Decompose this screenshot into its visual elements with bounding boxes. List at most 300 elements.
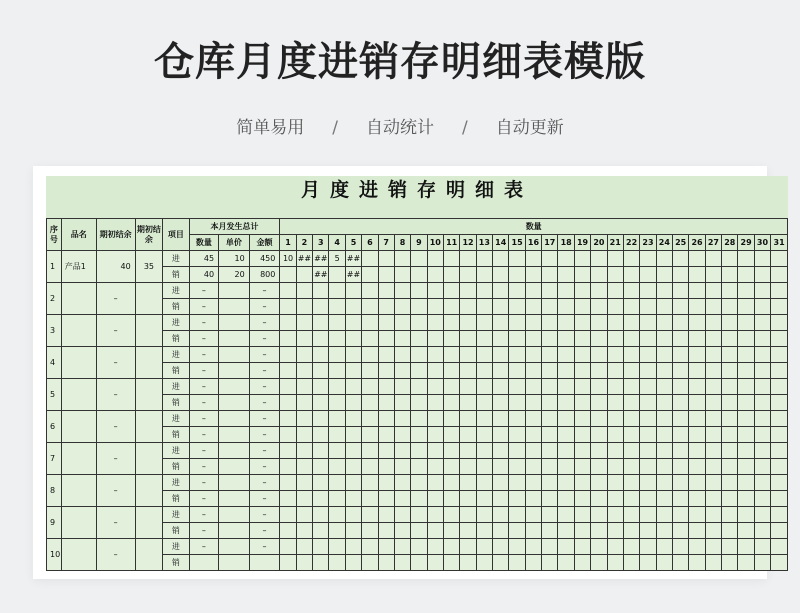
row-day-cell (443, 283, 459, 299)
row-day-cell (329, 507, 345, 523)
row-day-cell (673, 523, 689, 539)
row-day-cell (329, 475, 345, 491)
row-day-cell (394, 283, 410, 299)
row-day-cell (689, 491, 705, 507)
table-row (47, 475, 788, 491)
row-day-cell (607, 267, 623, 283)
row-day-cell (689, 331, 705, 347)
row-day-cell (591, 491, 607, 507)
row-day-cell (705, 523, 721, 539)
row-day-cell (411, 267, 427, 283)
row-day-cell (476, 315, 492, 331)
row-day-cell (623, 491, 639, 507)
row-day-cell (607, 331, 623, 347)
row-day-cell (411, 459, 427, 475)
row-day-cell (771, 475, 788, 491)
row-day-cell (542, 555, 558, 571)
row-opening-balance: – (96, 283, 135, 315)
row-day-cell (558, 523, 574, 539)
row-day-cell (607, 347, 623, 363)
row-day-cell (362, 315, 378, 331)
row-day-cell (574, 267, 590, 283)
row-day-cell (558, 283, 574, 299)
row-price (219, 491, 250, 507)
row-day-cell (280, 315, 296, 331)
row-day-cell (443, 379, 459, 395)
row-day-cell (443, 363, 459, 379)
header-name: 品名 (61, 219, 96, 251)
row-day-cell (705, 459, 721, 475)
row-day-cell (754, 539, 770, 555)
row-day-cell (722, 411, 738, 427)
row-day-cell (509, 427, 525, 443)
row-day-cell (296, 379, 312, 395)
feature-easy: 简单易用 (236, 118, 305, 138)
row-day-cell (493, 363, 509, 379)
row-day-cell (427, 427, 443, 443)
row-day-cell (673, 507, 689, 523)
row-day-cell (345, 523, 361, 539)
row-day-cell (378, 299, 394, 315)
row-day-cell (705, 251, 721, 267)
row-day-cell (313, 411, 329, 427)
row-day-cell (296, 555, 312, 571)
row-day-cell (345, 363, 361, 379)
row-day-cell (476, 347, 492, 363)
row-day-cell (443, 299, 459, 315)
row-day-cell (673, 379, 689, 395)
row-day-cell (394, 491, 410, 507)
row-item-type: 进 (163, 315, 189, 331)
row-day-cell (738, 251, 754, 267)
row-day-cell (280, 331, 296, 347)
row-day-cell (476, 523, 492, 539)
row-day-cell (476, 283, 492, 299)
row-day-cell (705, 379, 721, 395)
row-day-cell (493, 251, 509, 267)
row-day-cell (705, 427, 721, 443)
header-day: 15 (509, 235, 525, 251)
row-day-cell (509, 523, 525, 539)
row-day-cell (574, 427, 590, 443)
row-day-cell (394, 427, 410, 443)
row-day-cell (558, 555, 574, 571)
row-day-cell (280, 523, 296, 539)
row-qty: – (189, 379, 219, 395)
row-day-cell (623, 331, 639, 347)
header-item: 项目 (163, 219, 189, 251)
row-day-cell (362, 507, 378, 523)
row-day-cell (640, 283, 656, 299)
row-item-type: 进 (163, 539, 189, 555)
header-day: 10 (427, 235, 443, 251)
row-day-cell (574, 443, 590, 459)
header-month-total: 本月发生总计 (189, 219, 280, 235)
row-day-cell (493, 475, 509, 491)
page-title: 仓库月度进销存明细表模版 (154, 39, 646, 85)
row-day-cell (378, 475, 394, 491)
row-day-cell (460, 411, 476, 427)
row-day-cell (443, 555, 459, 571)
row-day-cell (656, 331, 672, 347)
table-row (47, 411, 788, 427)
row-seq: 7 (47, 443, 62, 475)
row-day-cell (509, 267, 525, 283)
row-day-cell (754, 331, 770, 347)
row-day-cell (542, 539, 558, 555)
header-day: 7 (378, 235, 394, 251)
row-day-cell (722, 331, 738, 347)
row-item-type: 销 (163, 427, 189, 443)
row-day-cell (558, 379, 574, 395)
row-day-cell (689, 379, 705, 395)
row-seq: 5 (47, 379, 62, 411)
row-day-cell (542, 491, 558, 507)
row-day-cell (705, 363, 721, 379)
row-day-cell (525, 251, 541, 267)
row-day-cell (738, 411, 754, 427)
row-day-cell (460, 283, 476, 299)
row-day-cell (411, 523, 427, 539)
row-day-cell (623, 523, 639, 539)
table-row (47, 251, 788, 267)
row-day-cell (280, 427, 296, 443)
row-day-cell (640, 539, 656, 555)
row-day-cell (623, 299, 639, 315)
row-item-type: 销 (163, 267, 189, 283)
row-day-cell (362, 395, 378, 411)
row-day-cell (411, 427, 427, 443)
row-day-cell (362, 459, 378, 475)
row-day-cell (460, 507, 476, 523)
row-qty: – (189, 443, 219, 459)
row-day-cell (525, 427, 541, 443)
row-day-cell (738, 459, 754, 475)
row-day-cell (754, 315, 770, 331)
row-day-cell (427, 411, 443, 427)
row-day-cell (378, 523, 394, 539)
row-day-cell (738, 539, 754, 555)
row-price (219, 299, 250, 315)
row-amount: – (249, 459, 280, 475)
row-day-cell (771, 443, 788, 459)
header-day: 4 (329, 235, 345, 251)
row-day-cell (329, 523, 345, 539)
row-day-cell (574, 459, 590, 475)
row-day-cell (509, 459, 525, 475)
row-day-cell (754, 443, 770, 459)
table-row (47, 315, 788, 331)
row-day-cell (591, 475, 607, 491)
row-day-cell (296, 331, 312, 347)
row-day-cell (476, 475, 492, 491)
row-day-cell (296, 443, 312, 459)
row-day-cell (394, 363, 410, 379)
row-day-cell (591, 331, 607, 347)
row-day-cell (574, 251, 590, 267)
header-closing: 期初结余 (135, 219, 162, 251)
row-day-cell (394, 523, 410, 539)
row-day-cell (738, 347, 754, 363)
row-closing-balance (135, 507, 162, 539)
row-day-cell (362, 379, 378, 395)
row-day-cell (722, 283, 738, 299)
row-day-cell (296, 523, 312, 539)
header-day: 12 (460, 235, 476, 251)
row-day-cell (280, 555, 296, 571)
row-day-cell (754, 459, 770, 475)
row-amount: – (249, 539, 280, 555)
row-day-cell (427, 347, 443, 363)
row-day-cell (280, 475, 296, 491)
row-day-cell (771, 427, 788, 443)
row-day-cell (460, 555, 476, 571)
row-qty: – (189, 363, 219, 379)
row-day-cell (542, 283, 558, 299)
row-day-cell (574, 379, 590, 395)
row-day-cell (280, 379, 296, 395)
row-day-cell (623, 379, 639, 395)
row-day-cell (362, 555, 378, 571)
row-day-cell (738, 379, 754, 395)
row-day-cell (313, 539, 329, 555)
row-day-cell (345, 411, 361, 427)
row-day-cell (525, 491, 541, 507)
row-day-cell (558, 411, 574, 427)
row-day-cell (574, 299, 590, 315)
header-day: 19 (574, 235, 590, 251)
row-day-cell (542, 475, 558, 491)
row-day-cell (313, 555, 329, 571)
row-item-type: 进 (163, 507, 189, 523)
row-day-cell (411, 283, 427, 299)
row-day-cell (689, 315, 705, 331)
header-day: 17 (542, 235, 558, 251)
row-day-cell (313, 363, 329, 379)
row-day-cell (738, 395, 754, 411)
row-product-name: 产品1 (61, 251, 96, 283)
row-day-cell (443, 507, 459, 523)
row-day-cell (476, 251, 492, 267)
row-day-cell (558, 539, 574, 555)
row-day-cell (623, 539, 639, 555)
row-day-cell (722, 459, 738, 475)
row-day-cell (362, 523, 378, 539)
row-day-cell (345, 555, 361, 571)
header-day: 21 (607, 235, 623, 251)
row-day-cell (460, 331, 476, 347)
row-day-cell (476, 459, 492, 475)
row-day-cell (313, 427, 329, 443)
row-day-cell (460, 299, 476, 315)
row-product-name (61, 411, 96, 443)
row-day-cell (280, 395, 296, 411)
row-day-cell (623, 427, 639, 443)
row-day-cell (623, 395, 639, 411)
row-day-cell (738, 475, 754, 491)
row-closing-balance (135, 379, 162, 411)
row-day-cell (640, 331, 656, 347)
row-day-cell (673, 283, 689, 299)
row-day-cell (493, 283, 509, 299)
row-price: 10 (219, 251, 250, 267)
row-item-type: 进 (163, 283, 189, 299)
row-price (219, 283, 250, 299)
row-day-cell (607, 427, 623, 443)
row-day-cell (771, 555, 788, 571)
row-day-cell (656, 427, 672, 443)
row-day-cell (542, 427, 558, 443)
row-amount: – (249, 395, 280, 411)
row-day-cell (362, 475, 378, 491)
header-day: 25 (673, 235, 689, 251)
row-amount: – (249, 411, 280, 427)
row-day-cell (738, 507, 754, 523)
row-day-cell (345, 347, 361, 363)
row-day-cell (329, 411, 345, 427)
row-day-cell (313, 523, 329, 539)
row-day-cell (591, 539, 607, 555)
row-day-cell (558, 363, 574, 379)
row-day-cell (705, 315, 721, 331)
row-qty (189, 555, 219, 571)
row-day-cell (460, 539, 476, 555)
row-day-cell (362, 491, 378, 507)
row-day-cell (673, 459, 689, 475)
header-day: 8 (394, 235, 410, 251)
row-day-cell (525, 523, 541, 539)
row-day-cell (460, 347, 476, 363)
row-day-cell (705, 539, 721, 555)
row-day-cell (509, 299, 525, 315)
row-day-cell (509, 251, 525, 267)
row-day-cell (329, 427, 345, 443)
header-day: 1 (280, 235, 296, 251)
row-product-name (61, 347, 96, 379)
row-day-cell (542, 507, 558, 523)
row-day-cell (754, 363, 770, 379)
row-day-cell (411, 331, 427, 347)
row-day-cell (378, 267, 394, 283)
row-day-cell (656, 459, 672, 475)
row-seq: 10 (47, 539, 62, 571)
row-day-cell (493, 523, 509, 539)
row-day-cell (329, 491, 345, 507)
row-day-cell (623, 347, 639, 363)
row-day-cell (607, 475, 623, 491)
row-day-cell (640, 507, 656, 523)
row-day-cell (525, 555, 541, 571)
row-day-cell (525, 539, 541, 555)
row-day-cell (738, 299, 754, 315)
row-day-cell (754, 395, 770, 411)
row-day-cell (558, 459, 574, 475)
header-day: 23 (640, 235, 656, 251)
row-day-cell (427, 539, 443, 555)
row-day-cell (623, 555, 639, 571)
row-qty: – (189, 283, 219, 299)
row-day-cell (460, 379, 476, 395)
row-day-cell (656, 507, 672, 523)
row-day-cell (443, 539, 459, 555)
row-day-cell (689, 539, 705, 555)
row-product-name (61, 283, 96, 315)
row-day-cell (493, 507, 509, 523)
row-day-cell (443, 475, 459, 491)
row-product-name (61, 443, 96, 475)
row-day-cell (476, 267, 492, 283)
row-day-cell (378, 427, 394, 443)
row-price (219, 539, 250, 555)
row-day-cell (280, 363, 296, 379)
row-qty: – (189, 331, 219, 347)
row-seq: 2 (47, 283, 62, 315)
row-day-cell (280, 443, 296, 459)
table-row (47, 443, 788, 459)
row-day-cell (656, 523, 672, 539)
row-day-cell (313, 379, 329, 395)
row-price (219, 427, 250, 443)
row-day-cell (574, 475, 590, 491)
row-amount: 800 (249, 267, 280, 283)
row-price (219, 459, 250, 475)
row-day-cell (525, 363, 541, 379)
row-day-cell (754, 283, 770, 299)
row-day-cell (280, 347, 296, 363)
row-day-cell (558, 315, 574, 331)
row-day-cell (493, 315, 509, 331)
row-amount: – (249, 523, 280, 539)
row-day-cell (296, 267, 312, 283)
row-day-cell (329, 283, 345, 299)
row-day-cell (574, 347, 590, 363)
row-day-cell (493, 539, 509, 555)
row-day-cell (460, 363, 476, 379)
row-day-cell (509, 347, 525, 363)
row-day-cell (656, 395, 672, 411)
row-day-cell (329, 443, 345, 459)
row-day-cell (525, 475, 541, 491)
row-opening-balance: – (96, 539, 135, 571)
row-day-cell (313, 459, 329, 475)
row-day-cell (313, 507, 329, 523)
row-day-cell (607, 363, 623, 379)
row-day-cell (673, 491, 689, 507)
row-day-cell (476, 379, 492, 395)
row-day-cell (443, 427, 459, 443)
sheet-title: 月度进销存明细表 (46, 176, 788, 218)
row-day-cell (558, 443, 574, 459)
row-day-cell (525, 395, 541, 411)
row-day-cell (313, 395, 329, 411)
row-day-cell (771, 299, 788, 315)
row-day-cell (411, 251, 427, 267)
row-day-cell (640, 523, 656, 539)
row-day-cell (460, 443, 476, 459)
row-day-cell (754, 379, 770, 395)
row-day-cell (656, 491, 672, 507)
row-day-cell (591, 315, 607, 331)
row-day-cell (673, 555, 689, 571)
row-day-cell (378, 539, 394, 555)
feature-tagline (0, 113, 800, 138)
row-day-cell (689, 443, 705, 459)
row-day-cell (705, 267, 721, 283)
row-day-cell (771, 491, 788, 507)
row-day-cell (345, 395, 361, 411)
row-day-cell (754, 347, 770, 363)
header-opening: 期初结余 (96, 219, 135, 251)
